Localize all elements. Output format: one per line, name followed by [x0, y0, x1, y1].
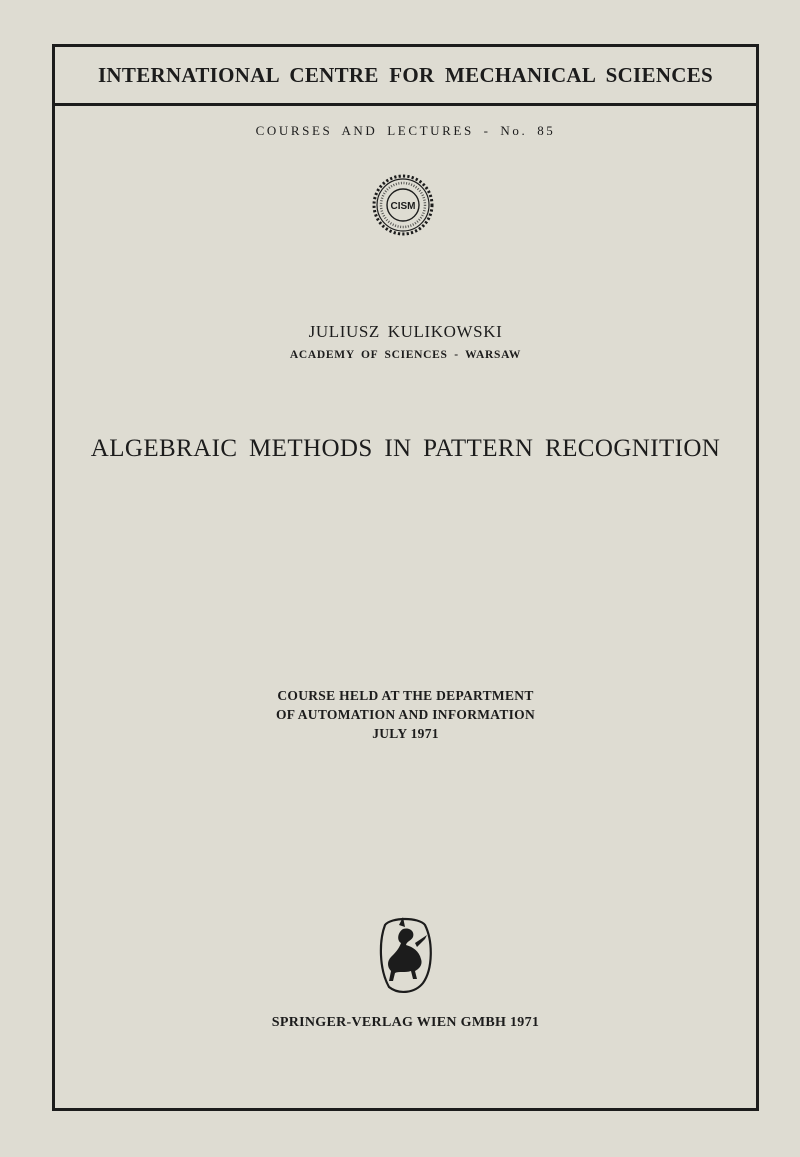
book-title: ALGEBRAIC METHODS IN PATTERN RECOGNITION — [90, 435, 721, 462]
course-line: OF AUTOMATION AND INFORMATION — [275, 707, 536, 722]
series-label: COURSES AND LECTURES - No. 85 — [255, 123, 556, 138]
author-affiliation: ACADEMY OF SCIENCES - WARSAW — [289, 349, 522, 361]
course-date: JULY 1971 — [372, 726, 439, 741]
header-band — [55, 47, 756, 106]
springer-knight-emblem-icon — [373, 913, 437, 997]
seal-text: CISM — [390, 201, 416, 212]
course-info — [55, 686, 756, 743]
cover-frame — [52, 44, 759, 1111]
author-name: JULIUSZ KULIKOWSKI — [308, 322, 503, 341]
publisher-imprint: SPRINGER-VERLAG WIEN GMBH 1971 — [271, 1015, 540, 1030]
institution-title: INTERNATIONAL CENTRE FOR MECHANICAL SCIENCES — [97, 62, 714, 87]
cism-seal-icon — [371, 173, 435, 237]
course-line: COURSE HELD AT THE DEPARTMENT — [277, 688, 534, 703]
